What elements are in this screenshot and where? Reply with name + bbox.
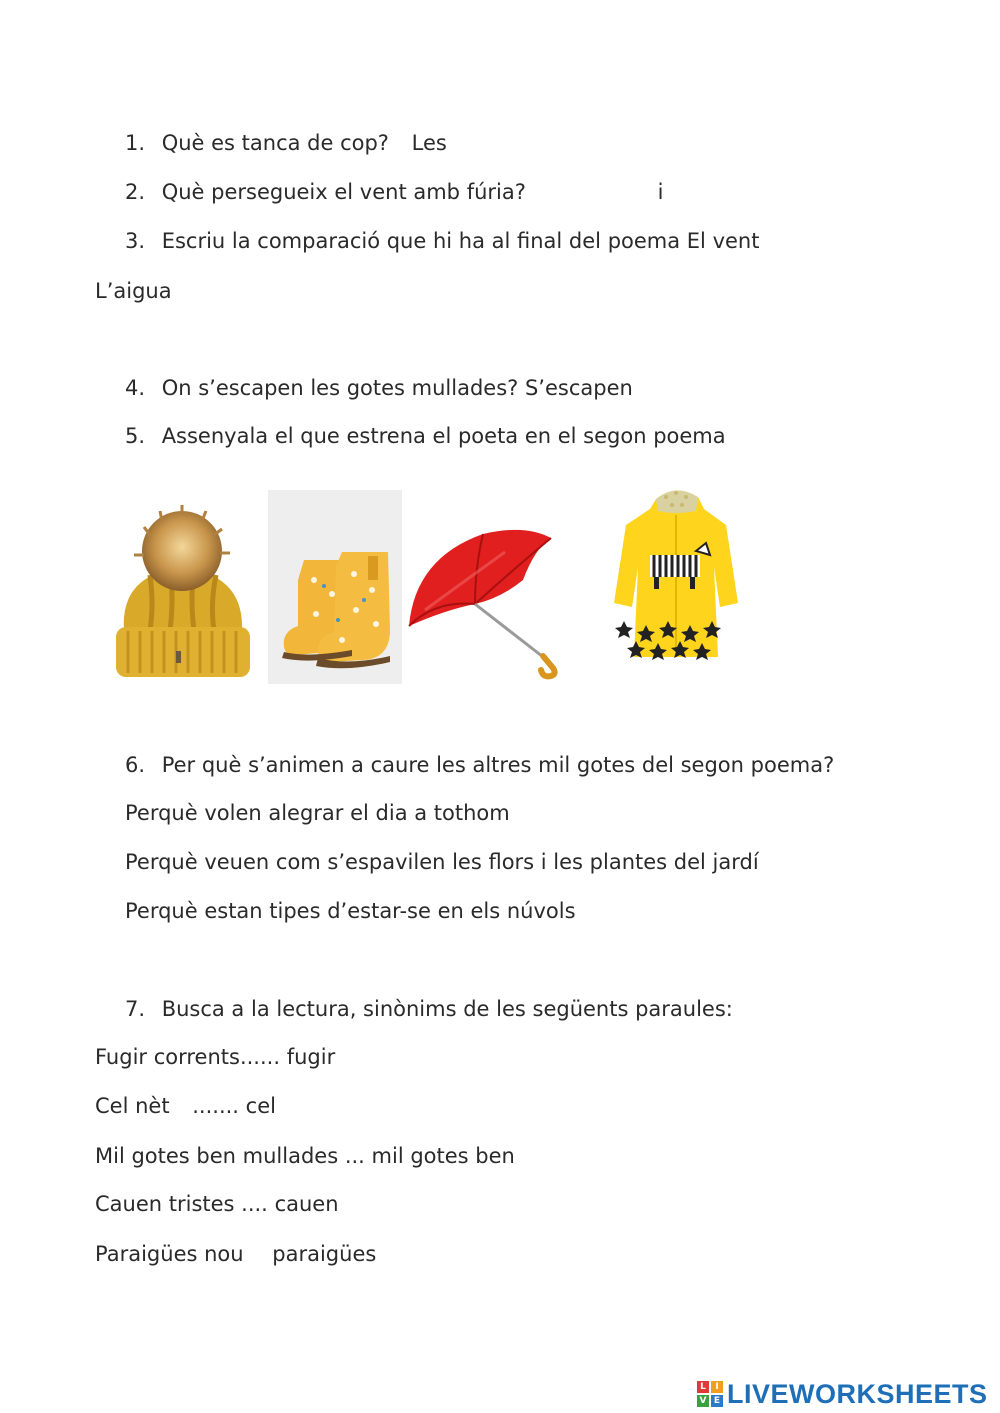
logo-mark — [697, 1381, 723, 1407]
synonym-prefix: mil gotes ben — [371, 1144, 515, 1168]
synonym-prefix: cauen — [274, 1192, 339, 1216]
question-number: 3. — [125, 229, 146, 253]
liveworksheets-logo — [697, 1378, 988, 1410]
answer-joiner: i — [657, 180, 664, 204]
synonym-dots: ....... — [192, 1094, 239, 1118]
synonym-word: Cauen tristes .... — [95, 1192, 268, 1216]
answer-prefix: Les — [411, 131, 447, 155]
question-text: Per què s’animen a caure les altres mil gotes del segon poema? — [161, 753, 835, 777]
question-text: On s’escapen les gotes mullades? S’escapen — [161, 376, 633, 400]
question-text: Busca a la lectura, sinònims de les següents paraules: — [161, 997, 733, 1021]
logo-letter: I — [711, 1381, 723, 1393]
option-2[interactable]: Perquè veuen com s’espavilen les flors i les plantes del jardí — [125, 850, 759, 874]
synonym-row-3 — [95, 1142, 515, 1170]
question-text: Assenyala el que estrena el poeta en el segon poema — [161, 424, 726, 448]
logo-letter: L — [697, 1381, 709, 1393]
question-4 — [125, 374, 633, 402]
question-1 — [125, 129, 447, 157]
logo-letter: V — [697, 1395, 709, 1407]
synonym-word: Paraigües nou — [95, 1242, 244, 1266]
question-6 — [125, 751, 834, 779]
question-number: 7. — [125, 997, 146, 1021]
umbrella-icon[interactable] — [405, 528, 565, 680]
question-text: Què persegueix el vent amb fúria? — [161, 180, 526, 204]
question-number: 6. — [125, 753, 146, 777]
question-5 — [125, 422, 726, 450]
answer-line-3: L’aigua — [95, 279, 172, 303]
question-number: 2. — [125, 180, 146, 204]
synonym-row-5 — [95, 1240, 376, 1268]
question-number: 4. — [125, 376, 146, 400]
question-7 — [125, 995, 733, 1023]
wool-hat-icon[interactable] — [110, 505, 255, 685]
raincoat-icon[interactable] — [610, 485, 742, 663]
option-3[interactable]: Perquè estan tipes d’estar-se en els núvols — [125, 899, 576, 923]
rain-boots-icon[interactable] — [268, 490, 402, 684]
synonym-row-4 — [95, 1190, 339, 1218]
question-number: 1. — [125, 131, 146, 155]
question-3 — [125, 227, 759, 255]
synonym-prefix: cel — [245, 1094, 276, 1118]
logo-text: LIVEWORKSHEETS — [727, 1378, 988, 1409]
synonym-prefix: paraigües — [272, 1242, 377, 1266]
synonym-row-1 — [95, 1043, 335, 1071]
question-number: 5. — [125, 424, 146, 448]
option-1[interactable]: Perquè volen alegrar el dia a tothom — [125, 801, 510, 825]
logo-letter: E — [711, 1395, 723, 1407]
synonym-word: Cel nèt — [95, 1094, 170, 1118]
synonym-word: Fugir corrents...... — [95, 1045, 281, 1069]
question-text: Què es tanca de cop? — [161, 131, 389, 155]
synonym-word: Mil gotes ben mullades ... — [95, 1144, 365, 1168]
question-2 — [125, 178, 663, 206]
question-text: Escriu la comparació que hi ha al final del poema El vent — [161, 229, 760, 253]
synonym-row-2 — [95, 1092, 276, 1120]
synonym-prefix: fugir — [286, 1045, 336, 1069]
